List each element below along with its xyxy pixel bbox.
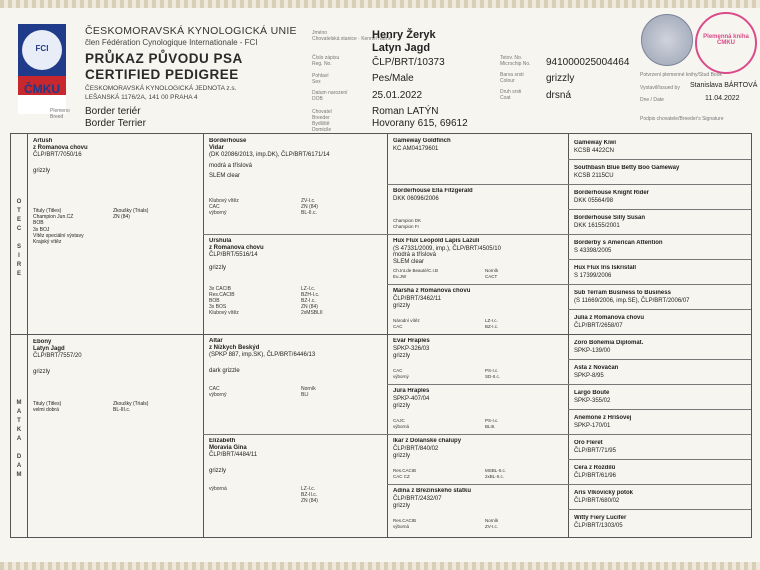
gen4-cell: Largo Boute SPKP-355/02 <box>574 390 611 404</box>
great-grandparent-cell: Evar Hraples SPKP-326/03 grizzly CAC výborný PS-I.c. SD-II.c. <box>393 338 501 379</box>
studbook-stamp: Plemenná kniha ČMKU <box>695 12 757 74</box>
gen4-cell: Borderhouse Silly Susan DKK 16155/2001 <box>574 215 646 229</box>
pedigree-table <box>10 133 752 538</box>
title-cz: PRŮKAZ PŮVODU PSA <box>85 51 243 66</box>
jednota-address: LEŠANSKÁ 1176/2A, 141 00 PRAHA 4 <box>85 94 198 101</box>
gen4-cell: Zoro Bohemia Diplomat. SPKP-139/00 <box>574 340 644 354</box>
label-signature: Podpis chovatele/Breeder's Signature <box>640 116 724 122</box>
breeder-address: Hovorany 615, 69612 <box>372 118 468 129</box>
title-en: CERTIFIED PEDIGREE <box>85 67 239 82</box>
great-grandparent-cell: Hux Flux Leopold Lapis Lazuli (S 47331/2009, imp.), ČLP/BRT/4505/10 modrá a tříslová SLEM clear Ch.Int.de Beauté/C.I.B Eu.JW Norník CACT <box>393 238 501 279</box>
dog-name-2: Latyn Jagd <box>372 42 431 54</box>
cmku-logo <box>18 24 66 114</box>
gen4-cell: Southbash Blue Betty Boo Gameway KCSB 2115CU <box>574 165 680 179</box>
issue-date: 11.04.2022 <box>705 95 740 102</box>
dog-sex: Pes/Male <box>372 73 414 84</box>
grandparent-cell: Borderhouse Vidar (DK 02086/2013, imp.DK), ČLP/BRT/6171/14 modrá a tříslová SLEM clear Klubový vítěz CAC výborný ZV-I.c. ZN (84) BL-II.c. <box>209 138 330 216</box>
gen4-cell: Hux Flux Iris Iskristall S 17399/2006 <box>574 265 637 279</box>
label-colour: Barva srsti Colour <box>500 72 524 84</box>
label-breeder: Chovatel Breeder <box>312 109 332 121</box>
grandparent-cell: Urshula z Romanova chovu ČLP/BRT/5516/14 grizzly 3x CACIB Res.CACIB BOB 3x BOS Klubový vítěz LZ-I.c. BZH-I.c. BZ-I.c. ZN (84) 2xMSBLII <box>209 238 323 316</box>
great-grandparent-cell: Adina z Březinského statku ČLP/BRT/2432/07 grizzly Res.CACIB výborná Norník ZV-I.c. <box>393 488 499 529</box>
breed-cz: Border teriér <box>85 106 141 117</box>
dog-reg: ČLP/BRT/10373 <box>372 57 445 68</box>
gen4-cell: Gameway Kiwi KCSB 4422CN <box>574 140 617 154</box>
perforated-edge-bottom <box>0 562 760 570</box>
label-date: Dne / Date <box>640 97 664 103</box>
gen4-cell: Oro Fleret ČLP/BRT/71/95 <box>574 440 616 454</box>
cmku-letters: ČMKU <box>24 82 60 96</box>
gen4-cell: Anemone z Hrišovej SPKP-170/01 <box>574 415 632 429</box>
dam-cell: Ebony Latyn Jagd ČLP/BRT/7557/20 grizzly Tituly (Titles) velmi dobrá Zkoušky (Trials) BL-III.c. <box>33 339 149 414</box>
sire-cell: Artush z Romanova chovu ČLP/BRT/7050/16 grizzly Tituly (Titles) Champion Jun.CZ BOB 3x BOJ Vítěz speciální výstavy Krajský vítěz Zkoušky (Trials) ZN (84) <box>33 138 149 246</box>
grandparent-cell: Altar z Nízkych Beskýd (SPKP 887, imp.SK), ČLP/BRT/6446/13 dark grizzle CAC výborný Norník BLI <box>209 338 316 398</box>
gen4-cell: Asta z Nováčan SPKP-8/95 <box>574 365 619 379</box>
breeder-name: Roman LATÝN <box>372 106 439 117</box>
gen4-cell: Cera z Rozdílů ČLP/BRT/61/96 <box>574 465 616 479</box>
perforated-edge-top <box>0 0 760 8</box>
grandparent-cell: Elizabeth Moravia Gina ČLP/BRT/4484/11 grizzly výborná LZ-I.c. BZ-II.c. ZN (84) <box>209 438 318 504</box>
label-coat: Druh srsti Coat <box>500 89 522 101</box>
dog-colour: grizzly <box>546 73 575 84</box>
jednota-name: ČESKOMORAVSKÁ KYNOLOGICKÁ JEDNOTA z.s. <box>85 85 237 92</box>
label-chip: Tetov. No. Microchip No. <box>500 55 531 67</box>
issued-by: Stanislava BÁRTOVÁ <box>690 82 758 89</box>
dog-coat: drsná <box>546 90 572 101</box>
label-dob: Datum narození DOB <box>312 90 348 102</box>
gen4-cell: Witty Fiery Lucifer ČLP/BRT/1303/05 <box>574 515 627 529</box>
gen4-cell: Borderby´s American Attention S 43398/2005 <box>574 240 663 254</box>
fci-emblem: FCI <box>22 30 62 70</box>
label-address: Bydliště Domicile <box>312 121 332 133</box>
dog-chip: 941000025004464 <box>546 57 630 68</box>
fci-membership: člen Fédération Cynologique Internationale - FCI <box>85 38 258 47</box>
hologram-seal <box>641 14 693 66</box>
sire-side-label: O T E C S I R E <box>16 199 22 277</box>
label-sex: Pohlaví Sex <box>312 73 329 85</box>
org-name: ČESKOMORAVSKÁ KYNOLOGICKÁ UNIE <box>85 25 297 37</box>
gen4-cell: Sub Terram Business to Business (S 11669/2006, imp.SE), ČLP/BRT/2006/07 <box>574 290 690 304</box>
dog-dob: 25.01.2022 <box>372 90 423 101</box>
great-grandparent-cell: Jura Hraples SPKP-407/04 grizzly CAJC výborná PS-I.c. BLIII. <box>393 388 499 429</box>
dog-name-1: Henry Žeryk <box>372 29 436 41</box>
great-grandparent-cell: Marsha z Romanova chovu ČLP/BRT/3462/11 grizzly Národní vítěz CAC LZ-I.c. BZ-I.c. <box>393 288 499 329</box>
great-grandparent-cell: Ikar z Dolanské chalupy ČLP/BRT/840/02 grizzly Res.CACIB CAC CZ MSBL-II.c. 2xBL-II.c. <box>393 438 507 479</box>
gen4-cell: Aris Vlkovický potok ČLP/BRT/680/02 <box>574 490 634 504</box>
breed-en: Border Terrier <box>85 118 146 129</box>
dam-side-label: M A T K A D A M <box>16 400 22 478</box>
label-issued-by: Vystavil/Issued by <box>640 85 680 91</box>
label-studbook: Potvrzení plemenné knihy/Stud Book <box>640 72 722 78</box>
gen4-cell: Julia z Romanova chovu ČLP/BRT/2658/07 <box>574 315 645 329</box>
great-grandparent-cell: Borderhouse Ella Fitzgerald DKK 06096/2006 Champion DK Champion FI <box>393 188 473 229</box>
label-name: Jméno Chovatelská stanice · Kennel Name <box>312 30 392 42</box>
great-grandparent-cell: Gameway Goldfinch KC AM04179601 <box>393 138 451 152</box>
label-breed: Plemeno Breed <box>50 108 70 120</box>
label-reg: Číslo zápisu Reg. No. <box>312 55 340 67</box>
gen4-cell: Borderhouse Knight Rider DKK 05564/98 <box>574 190 650 204</box>
